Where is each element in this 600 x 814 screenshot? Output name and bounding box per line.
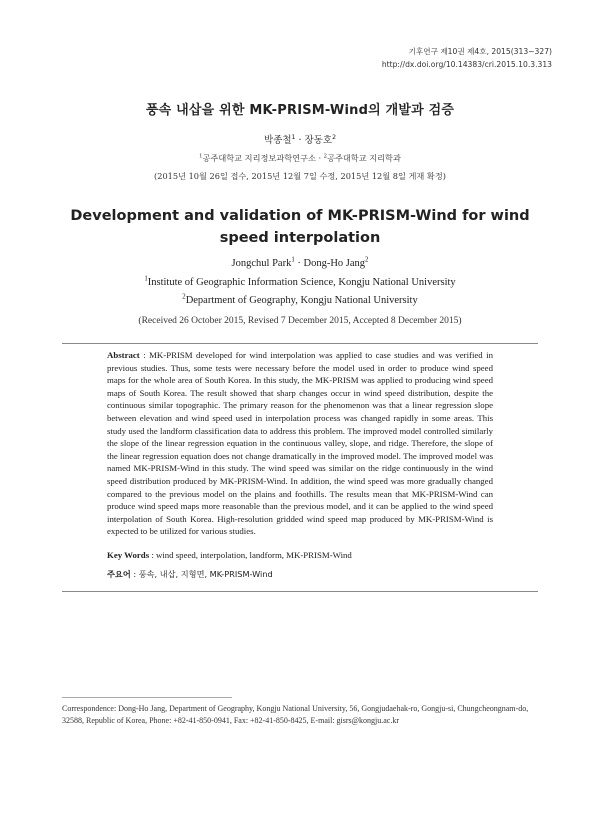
english-author-1: Jongchul Park: [231, 258, 292, 269]
journal-info: [382, 45, 552, 71]
korean-dates: (2015년 10월 26일 접수, 2015년 12월 7일 수정, 2015년 12월 8일 게재 확정): [154, 171, 446, 181]
author-separator: ·: [294, 258, 304, 269]
abstract-bottom-rule: [62, 591, 538, 592]
keywords-label: Key Words: [107, 550, 150, 560]
korean-affil-1-sup: 1: [199, 153, 203, 160]
abstract: [107, 349, 493, 538]
korean-affil-1: 공주대학교 지리정보과학연구소 ·: [202, 153, 324, 163]
abstract-label: Abstract: [107, 350, 140, 360]
korean-authors: [0, 132, 600, 146]
english-affil-2: Department of Geography, Kongju National University: [185, 295, 418, 306]
english-affil-1: Institute of Geographic Information Science, Kongju National University: [147, 277, 456, 288]
english-affiliation-2: [0, 295, 600, 306]
keywords: [107, 549, 493, 562]
journal-volume-line: 기후연구 제10권 제4호, 2015(313~327): [408, 47, 552, 56]
english-dates: (Received 26 October 2015, Revised 7 December 2015, Accepted 8 December 2015): [138, 316, 462, 326]
footnote-rule: [62, 697, 232, 698]
abstract-text: : MK-PRISM developed for wind interpolation was applied to case studies and was verified in previous studies. Thus, some tests were necessary before the model used in order to produce wind speed maps for the whole area of South Korea. In this study, the MK-PRISM was applied to producing wind speed maps of South Korea. The result showed that sharp changes occur in wind speed distribution, despite the continuous similar topographic. The primary reason for the phenomenon was that a linear regression slope between elevation and wind speed used in interpolation process was changed rapidly in some areas. This study used the landform classification data to address this problem. The improved model controlled similarly the slope of the linear regression equation in the continuous valley, slope, and ridge. Therefore, the slope of the linear regression equation does not change dramatically in the improved model. The improved model was named MK-PRISM-Wind in this study. The wind speed was similar on the ridge continuously in the wind speed distribution produced by MK-PRISM-Wind. In addition, the wind speed was more gradually changed compared to the previous model on the plains and foothills. The results mean that MK-PRISM-Wind can produce wind speed maps more reasonable than the previous model, and it can be applied to the wind speed interpolation of South Korea. High-resolution gridded wind speed map produced by MK-PRISM-Wind is expected to be utilized for various studies.: [107, 350, 493, 537]
keywords-text: : wind speed, interpolation, landform, MK-PRISM-Wind: [149, 550, 352, 560]
korean-keywords-text: : 풍속, 내삽, 지형면, MK-PRISM-Wind: [130, 569, 273, 579]
korean-author-2: 장동호: [304, 135, 333, 146]
korean-affiliations: [0, 153, 600, 164]
author-separator: ·: [295, 135, 305, 146]
english-title: Development and validation of MK-PRISM-Wind for wind speed interpolation: [70, 208, 530, 246]
abstract-top-rule: [62, 343, 538, 344]
english-author-2-sup: 2: [365, 256, 369, 264]
korean-author-1-sup: 1: [291, 133, 296, 141]
korean-keywords: [107, 568, 493, 581]
english-author-2: Dong-Ho Jang: [303, 258, 366, 269]
english-author-1-sup: 1: [291, 256, 295, 264]
english-affil-2-sup: 2: [182, 293, 186, 301]
english-affil-1-sup: 1: [144, 275, 148, 283]
korean-author-2-sup: 2: [332, 133, 336, 141]
correspondence-footnote: Correspondence: Dong-Ho Jang, Department of Geography, Kongju National University, 56, Gongjudaehak-ro, Gongju-si, Chungcheongnam-do, 32588, Republic of Korea, Phone: +82-41-850-0941, Fax: +82-41-850-8425, E-mail: gisrs@kongju.ac.kr: [62, 704, 529, 726]
korean-author-1: 박종철: [264, 135, 292, 146]
korean-affil-2-sup: 2: [323, 153, 328, 160]
english-authors: [0, 258, 600, 269]
english-affiliation-1: [0, 277, 600, 288]
korean-affil-2: 공주대학교 지리학과: [327, 153, 401, 163]
korean-title: 풍속 내삽을 위한 MK-PRISM-Wind의 개발과 검증: [145, 103, 455, 118]
korean-keywords-label: 주요어: [107, 569, 131, 579]
doi-link[interactable]: http://dx.doi.org/10.14383/cri.2015.10.3.313: [381, 60, 552, 69]
